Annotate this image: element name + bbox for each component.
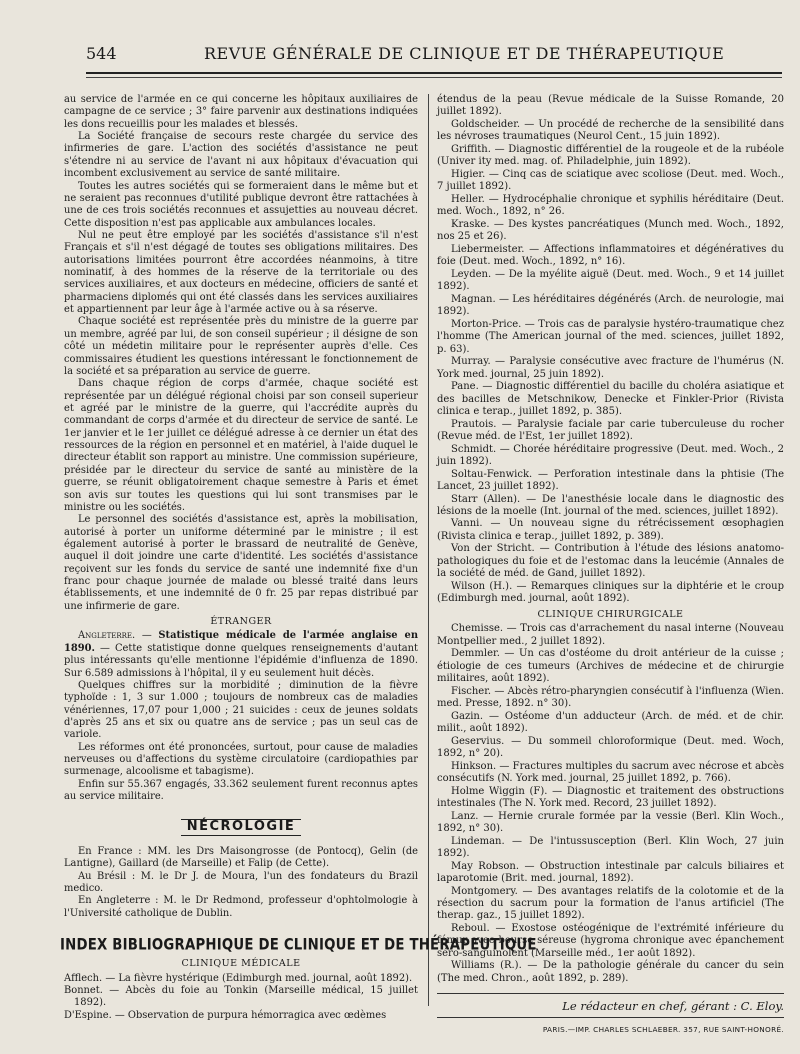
bibliography-entry: Chemisse. — Trois cas d'arrachement du nasal interne (Nouveau Montpellier med., 2 juillet 1892).: [437, 623, 784, 647]
paragraph: Quelques chiffres sur la morbidité ; diminution de la fièvre typhoïde : 1, 3 sur 1.000 ; toujours de nombreux cas de maladies vénériennes, 17,07 pour 1,000 ; 21 suicides : ceux de jeunes soldats d'après 25 ans et six ou quatre ans de service ; pas un seul cas de variole.: [64, 679, 418, 741]
etranger-heading: ÉTRANGER: [210, 616, 272, 628]
bibliography-entry: Wilson (H.). — Remarques cliniques sur la diphtérie et le croup (Edimburgh med. journal, août 1892).: [437, 580, 784, 605]
header-rule-thin: [86, 77, 782, 78]
right-column: [437, 94, 784, 1036]
necrologie-item: En Angleterre : M. le Dr Redmond, professeur d'ophtolmologie à l'Université catholique de Dublin.: [64, 895, 418, 919]
bibliography-entry: Geservius. — Du sommeil chloroformique (Deut. med. Woch, 1892, n° 20).: [437, 735, 784, 760]
printer-imprint: PARIS.—IMP. CHARLES SCHLAEBER. 357, RUE SAINT-HONORÉ.: [437, 1017, 784, 1036]
bibliography-entry: Goldscheider. — Un procédé de recherche de la sensibilité dans les névroses traumatiques (Neurol Cent., 15 juin 1892).: [437, 118, 784, 143]
page-number: 544: [86, 44, 117, 63]
bibliography-entry: Liebermeister. — Affections inflammatoires et dégénératives du foie (Deut. med. Woch., 1892, n° 16).: [437, 243, 784, 268]
bibliography-entry: Schmidt. — Chorée héréditaire progressive (Deut. med. Woch., 2 juin 1892).: [437, 443, 784, 468]
bibliography-entry: Von der Stricht. — Contribution à l'étude des lésions anatomo-pathologiques du foie et de l'estomac dans la leucémie (Annales de la société de méd. de Gand, juillet 1892).: [437, 543, 784, 580]
bibliography-entry: May Robson. — Obstruction intestinale par calculs biliaires et laparotomie (Brit. med. journal, 1892).: [437, 860, 784, 885]
left-column: [60, 94, 537, 1022]
bibliography-entry: Reboul. — Exostose ostéogénique de l'extrémité inférieure du fémur avec bourse séreuse (hygroma chronique avec épanchement séro-sanguinolent (Marseille méd., 1er août 1892).: [437, 922, 784, 959]
bibliography-entry: Kraske. — Des kystes pancréatiques (Munch med. Woch., 1892, nos 25 et 26).: [437, 218, 784, 243]
bibliography-entry: Montgomery. — Des avantages relatifs de la colotomie et de la résection du sacrum pour la formation de l'anus artificiel (The therap. gaz., 15 juillet 1892).: [437, 885, 784, 922]
bibliography-entry: Gazin. — Ostéome d'un adducteur (Arch. de méd. et de chir. milit., août 1892).: [437, 710, 784, 735]
article-title: Statistique médicale de l'armée anglaise en 1890.: [64, 630, 418, 654]
bibliography-entry: Magnan. — Les héréditaires dégénérés (Arch. de neurologie, mai 1892).: [437, 293, 784, 318]
necrologie-heading: NÉCROLOGIE: [64, 819, 418, 835]
bibliography-entry: Holme Wiggin (F). — Diagnostic et traitement des obstructions intestinales (The N. York med. Record, 23 juillet 1892).: [437, 785, 784, 810]
bibliography-entry: Morton-Price. — Trois cas de paralysie hystéro-traumatique chez l'homme (The American journal of the med. sciences, juillet 1892, p. 63).: [437, 318, 784, 355]
paragraph: Nul ne peut être employé par les sociétés d'assistance s'il n'est Français et s'il n'est dégagé de toutes ses obligations militaires. Des autorisations limitées pourront être accordées néanmoins, à titre nominatif, à des hommes de la réserve de la territoriale ou des services auxiliaires, et aux docteurs en médecine, officiers de santé et pharmaciens diplomés qui ont été classés dans les services auxiliaires et appartiennent par leur âge à l'armée active ou à sa réserve.: [64, 229, 418, 316]
necrologie-item: En France : MM. les Drs Maisongrosse (de Pontocq), Gelin (de Lantigne), Gaillard (de Marseille) et Falip (de Cette).: [64, 845, 418, 870]
bibliography-entry: Higier. — Cinq cas de sciatique avec scoliose (Deut. med. Woch., 7 juillet 1892).: [437, 168, 784, 193]
clinique-medicale-heading: CLINIQUE MÉDICALE: [181, 958, 301, 970]
bibliography-entry: Lindeman. — De l'intussusception (Berl. Klin Woch, 27 juin 1892).: [437, 835, 784, 860]
bibliography-entry: Afflech. — La fièvre hystérique (Edimburgh med. journal, août 1892).: [64, 972, 413, 984]
bibliography-entry: étendus de la peau (Revue médicale de la Suisse Romande, 20 juillet 1892).: [437, 94, 784, 118]
necrologie-item: Au Brésil : M. le Dr J. de Moura, l'un des fondateurs du Brazil medico.: [64, 870, 418, 894]
editor-signature: Le rédacteur en chef, gérant : C. Eloy.: [437, 993, 784, 1012]
bibliography-entry: Soltau-Fenwick. — Perforation intestinale dans la phtisie (The Lancet, 23 juillet 1892).: [437, 468, 784, 493]
paragraph: Le personnel des sociétés d'assistance est, après la mobilisation, autorisé à porter un uniforme déterminé par le ministre ; il est également autorisé à porter le brassard de neutralité de Genève, auquel il doit joindre une carte d'identité. Les sociétés d'assistance reçoivent sur les fonds du service de santé une indemnité fixe d'un franc pour chaque journée de malade ou blessé traité dans leurs établissements, et une indemnité de 0 fr. 25 par repas distribué par une infirmerie de gare.: [64, 514, 418, 612]
paragraph: au service de l'armée en ce qui concerne les hôpitaux auxiliaires de campagne de ce service ; 3° faire parvenir aux destinations indiquées les dons recueillis pour les malades et blessés.: [64, 94, 418, 130]
angleterre-paragraph: Angleterre. — Statistique médicale de l'armée anglaise en 1890. — Cette statistique donne quelques renseignements d'autant plus intéressants qu'elle mentionne l'épidémie d'influenza de 1890. Sur 6.589 admissions à l'hôpital, il y eu seulement huit décès.: [64, 630, 418, 679]
index-heading: INDEX BIBLIOGRAPHIQUE DE CLINIQUE ET DE THÉRAPEUTIQUE: [60, 936, 537, 955]
paragraph: Dans chaque région de corps d'armée, chaque société est représentée par un délégué régional choisi par son conseil superieur et agréé par le ministre de la guerre, qui l'accrédite auprès du commandant de corps d'armée et du directeur de service de santé. Le 1er janvier et le 1er juillet ce délégué adresse à ce dernier un état des ressources de la région en personnel et en matériel, à l'aide duquel le directeur établit son rapport au ministre. Une commission supérieure, présidée par le directeur du service de santé au ministère de la guerre, se réunit obligatoirement chaque semestre à Paris et émet son avis sur toutes les questions qui lui sont transmises par le ministre ou les sociétés.: [64, 378, 418, 513]
country-label: Angleterre.: [78, 630, 136, 642]
bibliography-entry: Fischer. — Abcès rétro-pharyngien consécutif à l'influenza (Wien. med. Presse, 1892. n° 30).: [437, 685, 784, 710]
bibliography-entry: Bonnet. — Abcès du foie au Tonkin (Marseille médical, 15 juillet 1892).: [64, 985, 418, 1009]
bibliography-entry: Williams (R.). — De la pathologie générale du cancer du sein (The med. Chron., août 1892, p. 289).: [437, 960, 784, 984]
bibliography-entry: Heller. — Hydrocéphalie chronique et syphilis héréditaire (Deut. med. Woch., 1892, n° 26.: [437, 193, 784, 218]
bibliography-entry: Murray. — Paralysie consécutive avec fracture de l'humérus (N. York med. journal, 25 juin 1892).: [437, 356, 784, 380]
paragraph: La Société française de secours reste chargée du service des infirmeries de gare. L'action des sociétés d'assistance ne peut s'étendre ni au service de l'avant ni aux hôpitaux d'évacuation qui incombent exclusivement au service de santé militaire.: [64, 131, 418, 180]
bibliography-entry: Hinkson. — Fractures multiples du sacrum avec nécrose et abcès consécutifs (N. York med. journal, 25 juillet 1892, p. 766).: [437, 760, 784, 785]
paragraph: Toutes les autres sociétés qui se formeraient dans le même but et ne seraient pas reconnues d'utilité publique devront être rattachées à une de ces trois sociétés reconnues et assujetties au nouveau décret. Cette disposition n'est pas applicable aux ambulances locales.: [64, 180, 418, 229]
bibliography-entry: Leyden. — De la myélite aiguë (Deut. med. Woch., 9 et 14 juillet 1892).: [437, 268, 784, 293]
paragraph: Les réformes ont été prononcées, surtout, pour cause de maladies nerveuses ou d'affections du système circulatoire (cardiopathies par surmenage, alcoolisme et tabagisme).: [64, 741, 418, 778]
bibliography-entry: Prautois. — Paralysie faciale par carie tuberculeuse du rocher (Revue méd. de l'Est, 1er juillet 1892).: [437, 418, 784, 443]
column-divider: [428, 94, 429, 1006]
bibliography-entry: Griffith. — Diagnostic différentiel de la rougeole et de la rubéole (Univer ity med. mag. of. Philadelphie, juin 1892).: [437, 143, 784, 168]
page-header: [86, 44, 782, 68]
paragraph: Enfin sur 55.367 engagés, 33.362 seulement furent reconnus aptes au service militaire.: [64, 778, 418, 803]
bibliography-entry: Demmler. — Un cas d'ostéome du droit antérieur de la cuisse ; étiologie de ces tumeurs (Archives de médecine et de chirurgie militaires, août 1892).: [437, 648, 784, 685]
bibliography-entry: D'Espine. — Observation de purpura hémorragica avec œdèmes: [64, 1009, 387, 1021]
article-text: — Cette statistique donne quelques renseignements d'autant plus intéressants qu'elle mentionne l'épidémie d'influenza de 1890. Sur 6.589 admissions à l'hôpital, il y eu seulement huit décès.: [64, 642, 418, 679]
bibliography-entry: Starr (Allen). — De l'anesthésie locale dans le diagnostic des lésions de la moelle (Int. journal of the med. sciences, juillet 1892).: [437, 493, 784, 517]
paragraph: Chaque société est représentée près du ministre de la guerre par un membre, agréé par lui, de son conseil supérieur ; il désigne de son côté un médetin militaire pour le représenter auprès d'elle. Ces commissaires étudient les questions intéressant le fonctionnement de la société et sa préparation au service de guerre.: [64, 316, 418, 377]
bibliography-entry: Vanni. — Un nouveau signe du rétrécissement œsophagien (Rivista clinica e terap., juillet 1892, p. 389).: [437, 518, 784, 542]
bibliography-entry: Pane. — Diagnostic différentiel du bacille du choléra asiatique et des bacilles de Metschnikow, Denecke et Finkler-Prior (Rivista clinica e terap., juillet 1892, p. 385).: [437, 381, 784, 418]
bibliography-entry: Lanz. — Hernie crurale formée par la vessie (Berl. Klin Woch., 1892, n° 30).: [437, 810, 784, 835]
journal-title: REVUE GÉNÉRALE DE CLINIQUE ET DE THÉRAPEUTIQUE: [204, 44, 725, 63]
clinique-chirurgicale-heading: CLINIQUE CHIRURGICALE: [537, 608, 684, 620]
header-rule: [86, 72, 782, 74]
